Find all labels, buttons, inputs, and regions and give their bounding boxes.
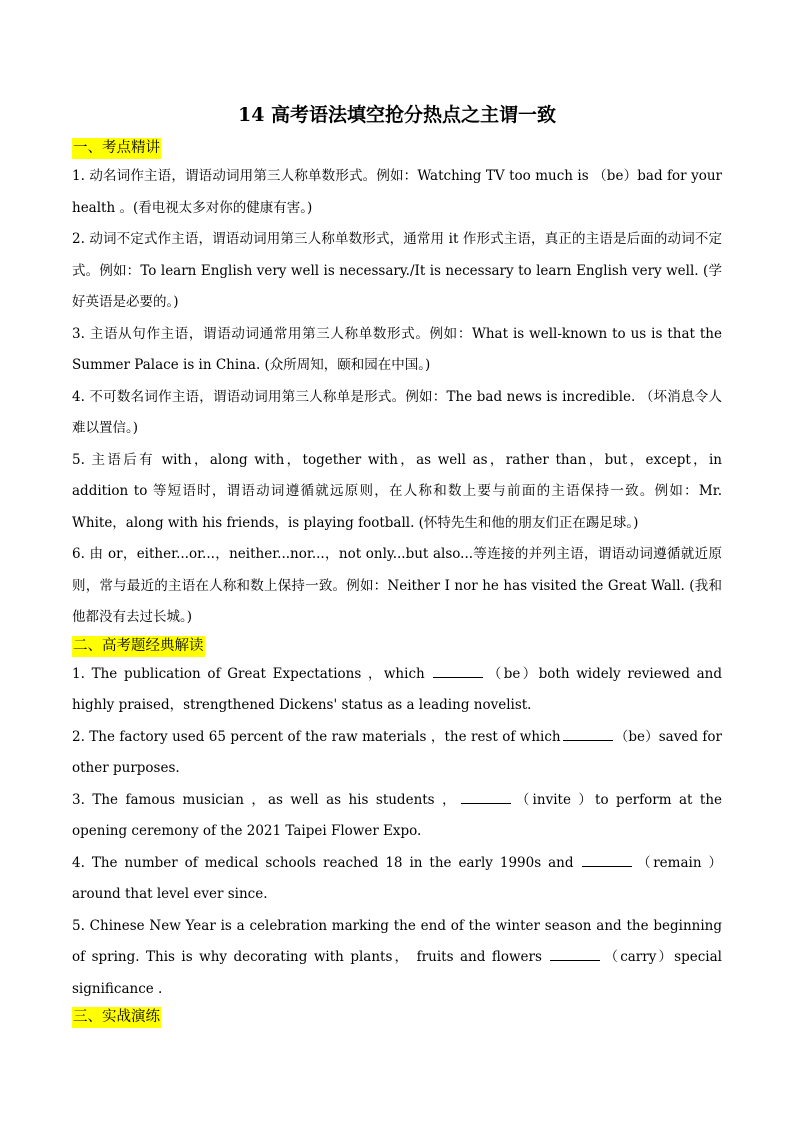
- question-text: 3. The famous musician ，as well as his students ，: [72, 791, 459, 808]
- answer-blank[interactable]: [582, 852, 632, 867]
- section-practice: [72, 1005, 722, 1030]
- key-point-3: 3. 主语从句作主语，谓语动词通常用第三人称单数形式。例如：What is well-known to us is that the Summer Palace is in China. (众所周知，颐和园在中国。): [72, 325, 722, 373]
- page-title: 14 高考语法填空抢分热点之主谓一致: [237, 104, 557, 126]
- question-text: （be）both widely reviewed and highly praised，strengthened Dickens' status as a leading novelist.: [72, 665, 722, 713]
- question-text: 4. The number of medical schools reached 18 in the early 1990s and: [72, 854, 581, 871]
- key-point-6: 6. 由 or，either...or...，neither...nor...，not only...but also...等连接的并列主语，谓语动词遵循就近原则，常与最近的主语在人称和数上保持一致。例如：Neither I nor he has visited the Great Wall. (我和他都没有去过长城。): [72, 546, 722, 625]
- section-key-points: [72, 136, 722, 634]
- answer-blank[interactable]: [433, 663, 483, 678]
- question-text: （invite ）to perform at the opening ceremony of the 2021 Taipei Flower Expo.: [72, 791, 722, 839]
- key-point-2: 2. 动词不定式作主语，谓语动词用第三人称单数形式，通常用 it 作形式主语，真正的主语是后面的动词不定式。例如：To learn English very well is necessary./It is necessary to learn English very well. (学好英语是必要的。): [72, 231, 722, 310]
- question-text: （be）saved for other purposes.: [72, 728, 722, 776]
- question-5: [72, 911, 722, 1006]
- section-heading: 一、考点精讲: [72, 138, 161, 159]
- question-1: [72, 659, 722, 722]
- question-text: （carry）special significance .: [72, 949, 722, 997]
- question-text: （remain ） around that level ever since.: [72, 854, 722, 902]
- key-point-1: 1. 动名词作主语，谓语动词用第三人称单数形式。例如：Watching TV too much is （be）bad for your health 。(看电视太多对你的健康有害。): [72, 168, 722, 216]
- section-exam-questions: [72, 634, 722, 1006]
- key-point-4: 4. 不可数名词作主语，谓语动词用第三人称单是形式。例如：The bad news is incredible. （坏消息令人难以置信。): [72, 388, 722, 436]
- question-text: 2. The factory used 65 percent of the raw materials ，the rest of which: [72, 728, 561, 745]
- answer-blank[interactable]: [550, 946, 600, 961]
- answer-blank[interactable]: [563, 726, 613, 741]
- question-2: [72, 722, 722, 785]
- document-page: [72, 100, 722, 1030]
- question-3: [72, 785, 722, 848]
- question-text: 5. Chinese New Year is a celebration marking the end of the winter season and the beginning of spring. This is why decorating with plants， fruits and flowers: [72, 917, 722, 965]
- section-heading: 三、实战演练: [72, 1007, 161, 1028]
- question-4: [72, 848, 722, 911]
- key-point-5: 5. 主语后有 with，along with，together with，as well as，rather than，but，except，in addition to 等短语时，谓语动词遵循就远原则，在人称和数上要与前面的主语保持一致。例如：Mr. White，along with his friends，is playing football. (怀特先生和他的朋友们正在踢足球。): [72, 451, 722, 531]
- section-heading: 二、高考题经典解读: [72, 636, 205, 657]
- question-text: 1. The publication of Great Expectations ，which: [72, 665, 432, 682]
- answer-blank[interactable]: [461, 789, 511, 804]
